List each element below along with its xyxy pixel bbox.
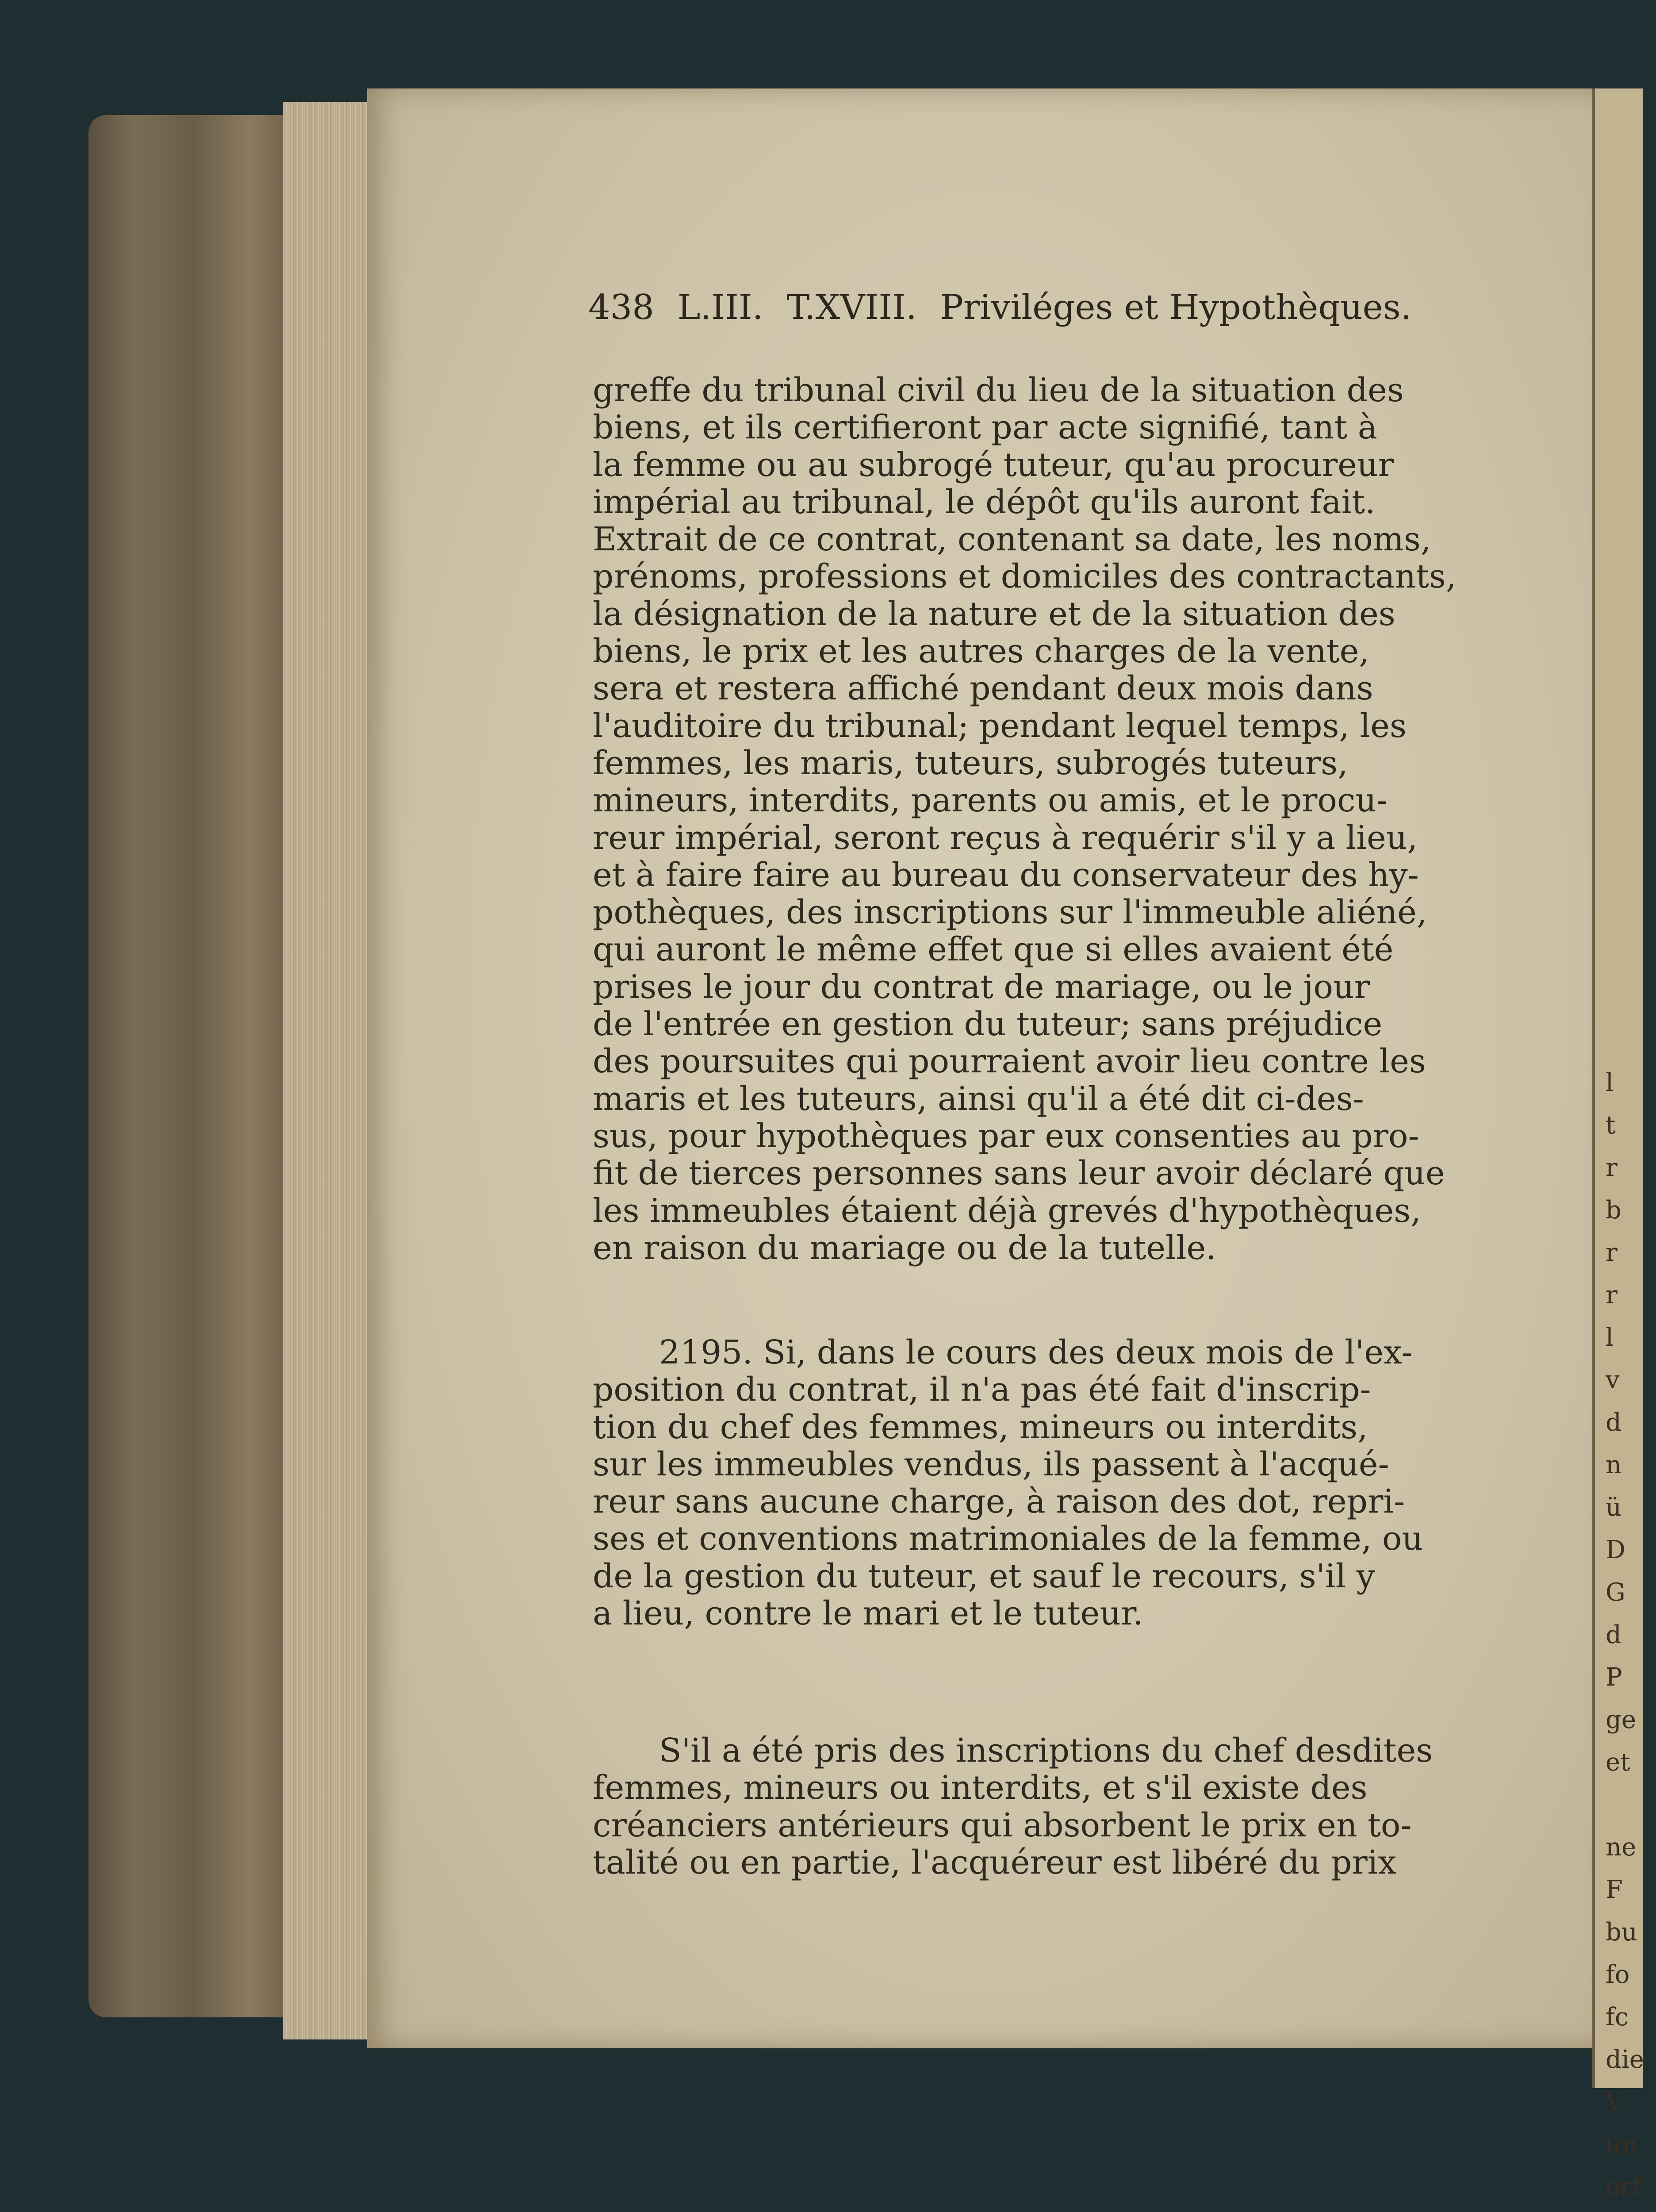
text-line: maris et les tuteurs, ainsi qu'il a été dit ci-des- [593,1079,1364,1118]
text-line: la désignation de la nature et de la situation des [593,595,1395,633]
text-line: biens, et ils certifieront par acte signifié, tant à [593,408,1377,447]
text-line: en raison du mariage ou de la tutelle. [593,1229,1216,1267]
text-line: greffe du tribunal civil du lieu de la situation des [593,371,1404,409]
text-line: ses et conventions matrimoniales de la femme, ou [593,1520,1423,1558]
paragraph-3 [593,1732,1451,1881]
text-line: tion du chef des femmes, mineurs ou interdits, [593,1408,1368,1446]
text-line: reur sans aucune charge, à raison des dot, repri- [593,1482,1405,1521]
book-label: L.III. [677,288,763,327]
adjacent-page-text: l t r b r r l v d n ü D G d P ge et ne F bu fo fc die V un erf [1606,1068,1644,2201]
text-line: sera et restera affiché pendant deux mois dans [593,669,1373,708]
text-line: a lieu, contre le mari et le tuteur. [593,1594,1143,1633]
text-line: qui auront le même effet que si elles avaient été [593,930,1394,969]
text-line: de l'entrée en gestion du tuteur; sans préjudice [593,1005,1383,1044]
text-line: l'auditoire du tribunal; pendant lequel temps, les [593,707,1407,745]
paragraph-1 [593,371,1457,1267]
text-line: créanciers antérieurs qui absorbent le prix en to- [593,1806,1412,1844]
text-line: femmes, mineurs ou interdits, et s'il existe des [593,1769,1368,1807]
text-line: reur impérial, seront reçus à requérir s'il y a lieu, [593,818,1418,857]
text-line: talité ou en partie, l'acquéreur est libéré du prix [593,1843,1397,1882]
title-label: T.XVIII. [786,288,917,327]
text-line: fit de tierces personnes sans leur avoir déclaré que [593,1154,1445,1193]
text-line: sur les immeubles vendus, ils passent à l'acqué- [593,1445,1389,1483]
page-edges [283,102,380,2039]
page-number: 438 [588,288,654,327]
text-line: des poursuites qui pourraient avoir lieu contre les [593,1042,1426,1081]
text-line: la femme ou au subrogé tuteur, qu'au procureur [593,445,1394,484]
text-line: position du contrat, il n'a pas été fait d'inscrip- [593,1371,1371,1409]
text-line: les immeubles étaient déjà grevés d'hypothèques, [593,1191,1421,1230]
text-line: biens, le prix et les autres charges de la vente, [593,632,1369,671]
subject-label: Priviléges et Hypothèques. [940,288,1412,327]
text-line: S'il a été pris des inscriptions du chef desdites [659,1732,1433,1770]
text-line: et à faire faire au bureau du conservateur des hy- [593,856,1419,894]
paragraph-2-article-2195 [593,1334,1451,1632]
text-line: femmes, les maris, tuteurs, subrogés tuteurs, [593,744,1348,782]
text-line: Extrait de ce contrat, contenant sa date, les noms, [593,520,1431,559]
text-line: prises le jour du contrat de mariage, ou le jour [593,968,1370,1006]
text-line: 2195. Si, dans le cours des deux mois de l'ex- [659,1333,1413,1371]
text-line: de la gestion du tuteur, et sauf le recours, s'il y [593,1557,1375,1595]
text-line: sus, pour hypothèques par eux consenties au pro- [593,1117,1419,1155]
text-line: prénoms, professions et domiciles des contractants, [593,557,1457,596]
text-line: mineurs, interdits, parents ou amis, et le procu- [593,781,1388,820]
text-line: impérial au tribunal, le dépôt qu'ils auront fait. [593,483,1376,521]
text-line: pothèques, des inscriptions sur l'immeuble aliéné, [593,893,1427,932]
running-header [588,288,1451,336]
